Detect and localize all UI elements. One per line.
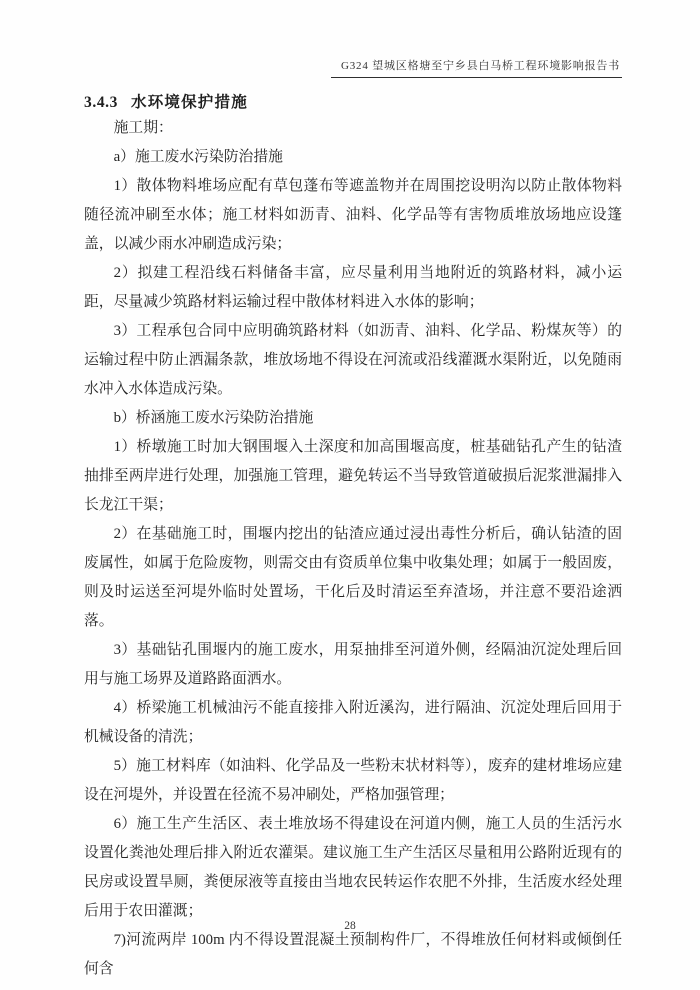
paragraph: 3）工程承包合同中应明确筑路材料（如沥青、油料、化学品、粉煤灰等）的运输过程中防止洒漏条款，堆放场地不得设在河流或沿线灌溉水渠附近，以免随雨水冲入水体造成污染。 xyxy=(84,323,622,397)
paragraph: a）施工废水污染防治措施 xyxy=(113,149,283,165)
paragraph: 施工期： xyxy=(113,120,173,136)
paragraph: 1）散体物料堆场应配有草包蓬布等遮盖物并在周围挖设明沟以防止散体物料随径流冲刷至水体；施工材料如沥青、油料、化学品等有害物质堆放场地应设篷盖，以减少雨水冲刷造成污染； xyxy=(84,178,622,252)
paragraph: 2）拟建工程沿线石料储备丰富，应尽量利用当地附近的筑路材料，减小运距，尽量减少筑路材料运输过程中散体材料进入水体的影响； xyxy=(84,265,622,310)
paragraph: 2）在基础施工时，围堰内挖出的钻渣应通过浸出毒性分析后，确认钻渣的固废属性，如属于危险废物，则需交由有资质单位集中收集处理；如属于一般固废，则及时运送至河堤外临时处置场，干化后及时清运至弃渣场，并注意不要沿途洒落。 xyxy=(84,526,622,629)
section-title: 水环境保护措施 xyxy=(131,94,248,111)
paragraph: b）桥涵施工废水污染防治措施 xyxy=(113,410,314,426)
paragraph: 6）施工生产生活区、表土堆放场不得建设在河道内侧，施工人员的生活污水设置化粪池处理后排入附近农灌渠。建议施工生产生活区尽量租用公路附近现有的民房或设置旱厕，粪便尿液等直接由当地农民转运作农肥不外排，生活废水经处理后用于农田灌溉； xyxy=(84,816,622,919)
section-heading xyxy=(84,90,248,112)
paragraph: 3）基础钻孔围堰内的施工废水，用泵抽排至河道外侧，经隔油沉淀处理后回用与施工场界及道路路面洒水。 xyxy=(84,642,622,687)
document-body xyxy=(84,114,622,984)
paragraph: 1）桥墩施工时加大钢围堰入土深度和加高围堰高度，桩基础钻孔产生的钻渣抽排至两岸进行处理，加强施工管理，避免转运不当导致管道破损后泥浆泄漏排入长龙江干渠； xyxy=(84,439,622,513)
paragraph: 7)河流两岸 100m 内不得设置混凝土预制构件厂，不得堆放任何材料或倾倒任何含 xyxy=(84,932,622,977)
page-number: 28 xyxy=(344,920,356,932)
section-number: 3.4.3 xyxy=(84,94,118,111)
running-header: G324 望城区格塘至宁乡县白马桥工程环境影响报告书 xyxy=(331,57,622,78)
page-footer xyxy=(0,920,700,932)
paragraph: 4）桥梁施工机械油污不能直接排入附近溪沟，进行隔油、沉淀处理后回用于机械设备的清洗； xyxy=(84,700,622,745)
paragraph: 5）施工材料库（如油料、化学品及一些粉末状材料等），废弃的建材堆场应建设在河堤外，并设置在径流不易冲刷处，严格加强管理； xyxy=(84,758,622,803)
